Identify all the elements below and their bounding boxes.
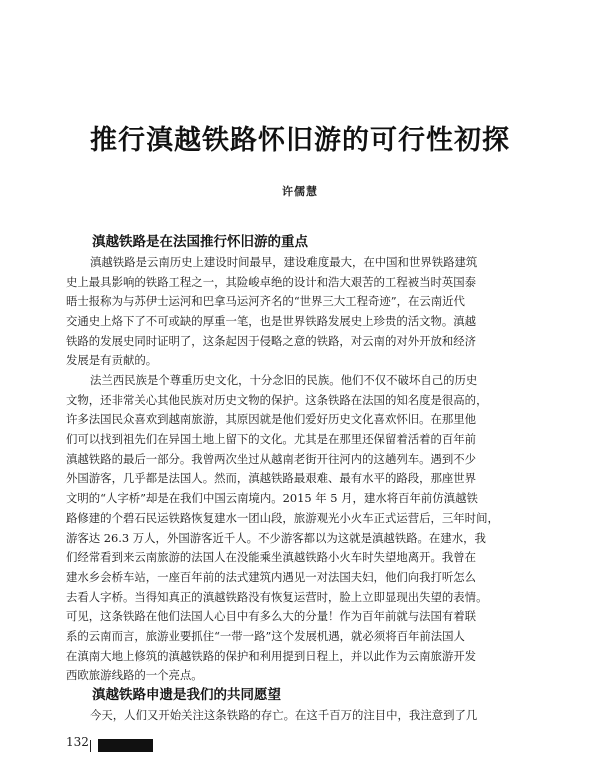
paragraph-3 (66, 706, 532, 726)
redacted-journal-name (98, 739, 153, 752)
text-line: 文明的“人字桥”却是在我们中国云南境内。2015 年 5 月，建水将百年前仿滇越铁 (66, 491, 478, 506)
text-line: 文物，还非常关心其他民族对历史文物的保护。这条铁路在法国的知名度是很高的， (66, 392, 488, 407)
section-heading-2: 滇越铁路申遗是我们的共同愿望 (92, 687, 281, 703)
page-number: 132 (66, 735, 89, 749)
text-line: 晤士报称为与苏伊士运河和巴拿马运河齐名的“世界三大工程奇迹”，在云南近代 (66, 294, 465, 309)
text-line: 铁路的发展史同时证明了，这条起因于侵略之意的铁路，对云南的对外开放和经济 (66, 333, 477, 348)
paragraph-2 (66, 371, 532, 686)
text-line: 今天，人们又开始关注这条铁路的存亡。在这千百万的注目中，我注意到了几 (90, 708, 478, 722)
text-line: 们可以找到祖先们在异国土地上留下的文化。尤其是在那里还保留着活着的百年前 (66, 432, 477, 447)
text-line: 在滇南大地上修筑的滇越铁路的保护和利用提到日程上，并以此作为云南旅游开发 (66, 648, 477, 663)
text-line: 外国游客，几乎都是法国人。然而，滇越铁路最艰难、最有水平的路段，那座世界 (66, 471, 477, 486)
text-line: 们经常看到来云南旅游的法国人在没能乘坐滇越铁路小火车时失望地离开。我曾在 (66, 550, 477, 565)
text-line: 法兰西民族是个尊重历史文化，十分念旧的民族。他们不仅不破坏自己的历史 (90, 373, 478, 387)
text-line: 许多法国民众喜欢到越南旅游，其原因就是他们爱好历史文化喜欢怀旧。在那里他 (66, 412, 477, 427)
text-line: 可见，这条铁路在他们法国人心目中有多么大的分量！作为百年前就与法国有着联 (66, 609, 477, 624)
footer-divider (90, 740, 91, 752)
text-line: 交通史上烙下了不可或缺的厚重一笔，也是世界铁路发展史上珍贵的活文物。滇越 (66, 314, 477, 329)
text-line: 游客达 26.3 万人，外国游客近千人。不少游客都以为这就是滇越铁路。在建水，我 (66, 530, 486, 545)
text-line: 去看人字桥。当得知真正的滇越铁路没有恢复运营时，脸上立即显现出失望的表情。 (66, 589, 488, 604)
text-line: 发展是有贡献的。 (66, 353, 158, 368)
article-title: 推行滇越铁路怀旧游的可行性初探 (90, 125, 510, 156)
section-heading-1: 滇越铁路是在法国推行怀旧游的重点 (92, 234, 308, 250)
text-line: 滇越铁路的最后一部分。我曾两次坐过从越南老街开往河内的这趟列车。遇到不少 (66, 451, 477, 466)
text-line: 路修建的个碧石民运铁路恢复建水一团山段，旅游观光小火车正式运营后，三年时间， (66, 510, 499, 525)
paragraph-1 (66, 253, 532, 371)
article-author: 许儒慧 (282, 185, 318, 198)
text-line: 建水乡会桥车站，一座百年前的法式建筑内遇见一对法国夫妇，他们向我打听怎么 (66, 569, 477, 584)
text-line: 史上最具影响的铁路工程之一，其险峻卓绝的设计和浩大艰苦的工程被当时英国泰 (66, 274, 477, 289)
text-line: 西欧旅游线路的一个亮点。 (66, 668, 203, 683)
text-line: 滇越铁路是云南历史上建设时间最早，建设难度最大，在中国和世界铁路建筑 (90, 255, 478, 269)
text-line: 系的云南而言，旅游业要抓住“一带一路”这个发展机遇，就必须将百年前法国人 (66, 628, 465, 643)
